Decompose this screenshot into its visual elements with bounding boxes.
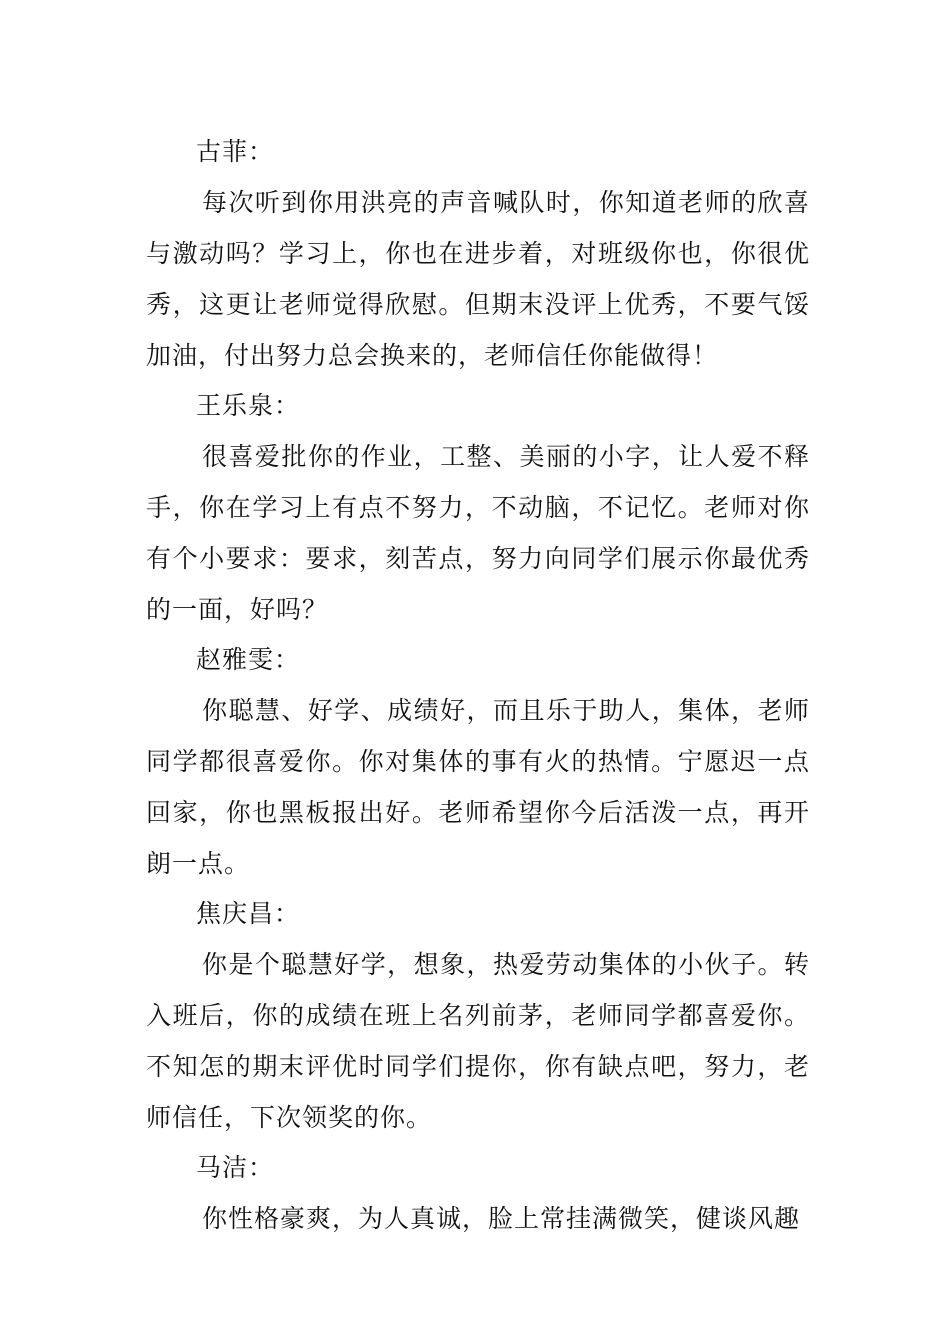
- student-name: 王乐泉：: [196, 391, 301, 420]
- student-name: 焦庆昌：: [196, 899, 301, 928]
- document-page: [146, 127, 810, 1244]
- student-name: 赵雅雯：: [196, 645, 301, 674]
- comment-paragraph: 你性格豪爽，为人真诚，脸上常挂满微笑，健谈风趣: [202, 1204, 801, 1233]
- comment-paragraph: 很喜爱批你的作业，工整、美丽的小字，让人爱不释手，你在学习上有点不努力，不动脑，不记忆。老师对你有个小要求：要求，刻苦点，努力向同学们展示你最优秀的一面，好吗？: [146, 442, 810, 624]
- comment-paragraph: 每次听到你用洪亮的声音喊队时，你知道老师的欣喜与激动吗？学习上，你也在进步着，对班级你也，你很优秀，这更让老师觉得欣慰。但期末没评上优秀，不要气馁加油，付出努力总会换来的，老师信任你能做得！: [146, 188, 810, 370]
- student-name: 古菲：: [196, 137, 275, 166]
- comment-paragraph: 你是个聪慧好学，想象，热爱劳动集体的小伙子。转入班后，你的成绩在班上名列前茅，老师同学都喜爱你。不知怎的期末评优时同学们提你，你有缺点吧，努力，老师信任，下次领奖的你。: [146, 950, 810, 1132]
- comment-paragraph: 你聪慧、好学、成绩好，而且乐于助人，集体，老师同学都很喜爱你。你对集体的事有火的热情。宁愿迟一点回家，你也黑板报出好。老师希望你今后活泼一点，再开朗一点。: [146, 696, 810, 878]
- student-name: 马洁：: [196, 1153, 275, 1182]
